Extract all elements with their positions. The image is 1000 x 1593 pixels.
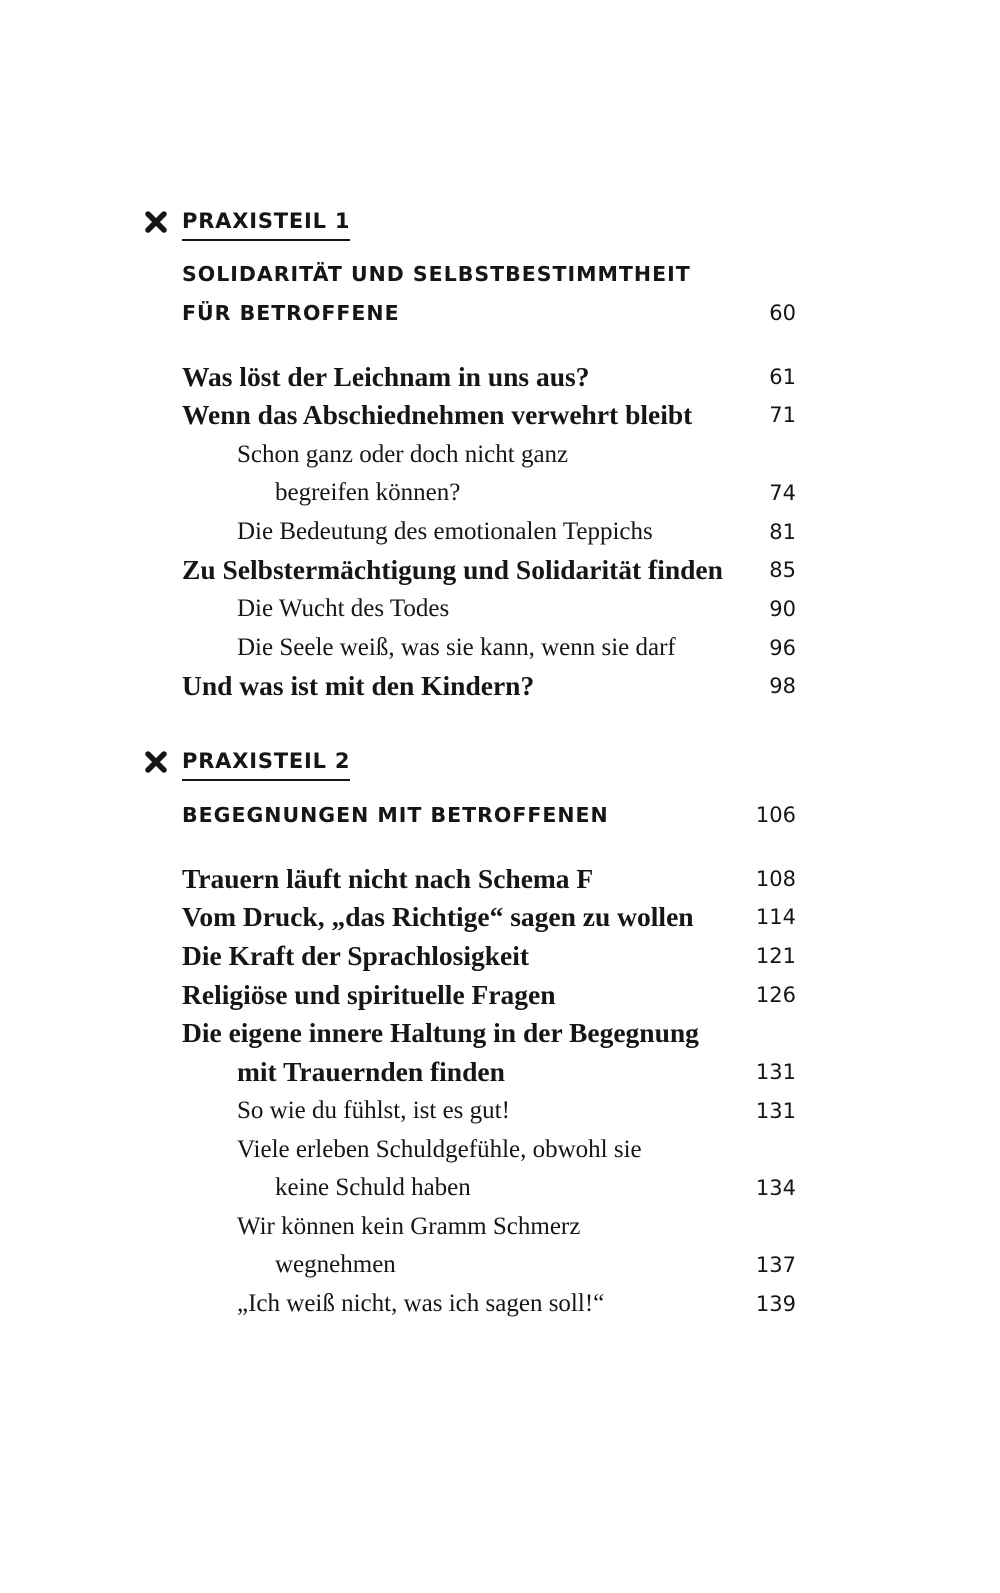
toc-subentry-title: Die Bedeutung des emotionalen Teppichs: [237, 518, 653, 545]
toc-entry-page: 121: [755, 944, 796, 968]
toc-entry-title: Und was ist mit den Kindern?: [182, 670, 535, 701]
toc-subentry-title: Die Seele weiß, was sie kann, wenn sie darf: [237, 634, 676, 661]
toc-entry-page: 85: [769, 558, 796, 582]
toc-subentry-title: „Ich weiß nicht, was ich sagen soll!“: [237, 1290, 605, 1317]
toc-entry-page: 131: [755, 1060, 796, 1084]
toc-entry-page: 90: [769, 597, 796, 621]
part-2-label: PRAXISTEIL 2: [182, 749, 350, 781]
toc-entry-title: Vom Druck, „das Richtige“ sagen zu wollen: [182, 901, 694, 932]
toc-subentry-title: Schon ganz oder doch nicht ganz: [237, 441, 569, 468]
toc-subentry-continuation: keine Schuld haben: [275, 1174, 471, 1201]
toc-entry-continuation: mit Trauernden finden: [237, 1056, 505, 1087]
part-2-title-page: 106: [755, 803, 796, 827]
part-1-title-line2: FÜR BETROFFENE: [182, 301, 400, 325]
toc-subentry-title: Viele erleben Schuldgefühle, obwohl sie: [237, 1136, 642, 1163]
toc-subentry-continuation: wegnehmen: [275, 1251, 396, 1278]
toc-entry-title: Wenn das Abschiednehmen verwehrt bleibt: [182, 399, 693, 430]
toc-entry-page: 74: [769, 481, 796, 505]
toc-entry-title: Religiöse und spirituelle Fragen: [182, 979, 556, 1010]
part-1-title-line1: SOLIDARITÄT UND SELBSTBESTIMMTHEIT: [182, 262, 691, 286]
cross-icon: [145, 751, 167, 773]
toc-entry-page: 96: [769, 636, 796, 660]
toc-entry-page: 131: [755, 1099, 796, 1123]
toc-entry-title: Trauern läuft nicht nach Schema F: [182, 863, 594, 894]
toc-subentry-title: Wir können kein Gramm Schmerz: [237, 1213, 581, 1240]
toc-entry-page: 126: [755, 983, 796, 1007]
toc-subentry-title: So wie du fühlst, ist es gut!: [237, 1097, 510, 1124]
toc-entry-page: 98: [769, 674, 796, 698]
toc-entry-page: 61: [769, 365, 796, 389]
part-1-title-page: 60: [769, 301, 796, 325]
toc-entry-title: Die Kraft der Sprachlosigkeit: [182, 940, 530, 971]
part-2-title: BEGEGNUNGEN MIT BETROFFENEN: [182, 803, 609, 827]
toc-entry-page: 134: [755, 1176, 796, 1200]
toc-entry-title: Zu Selbstermächtigung und Solidarität finden: [182, 554, 723, 585]
toc-subentry-continuation: begreifen können?: [275, 479, 461, 506]
toc-entry-title: Die eigene innere Haltung in der Begegnung: [182, 1017, 699, 1048]
toc-entry-page: 108: [755, 867, 796, 891]
toc-entry-page: 114: [755, 905, 796, 929]
toc-entry-page: 139: [755, 1292, 796, 1316]
toc-entry-page: 81: [769, 520, 796, 544]
toc-entry-title: Was löst der Leichnam in uns aus?: [182, 361, 590, 392]
toc-subentry-title: Die Wucht des Todes: [237, 595, 450, 622]
toc-entry-page: 137: [755, 1253, 796, 1277]
cross-icon: [145, 211, 167, 233]
toc-entry-page: 71: [769, 403, 796, 427]
part-1-label: PRAXISTEIL 1: [182, 209, 350, 241]
